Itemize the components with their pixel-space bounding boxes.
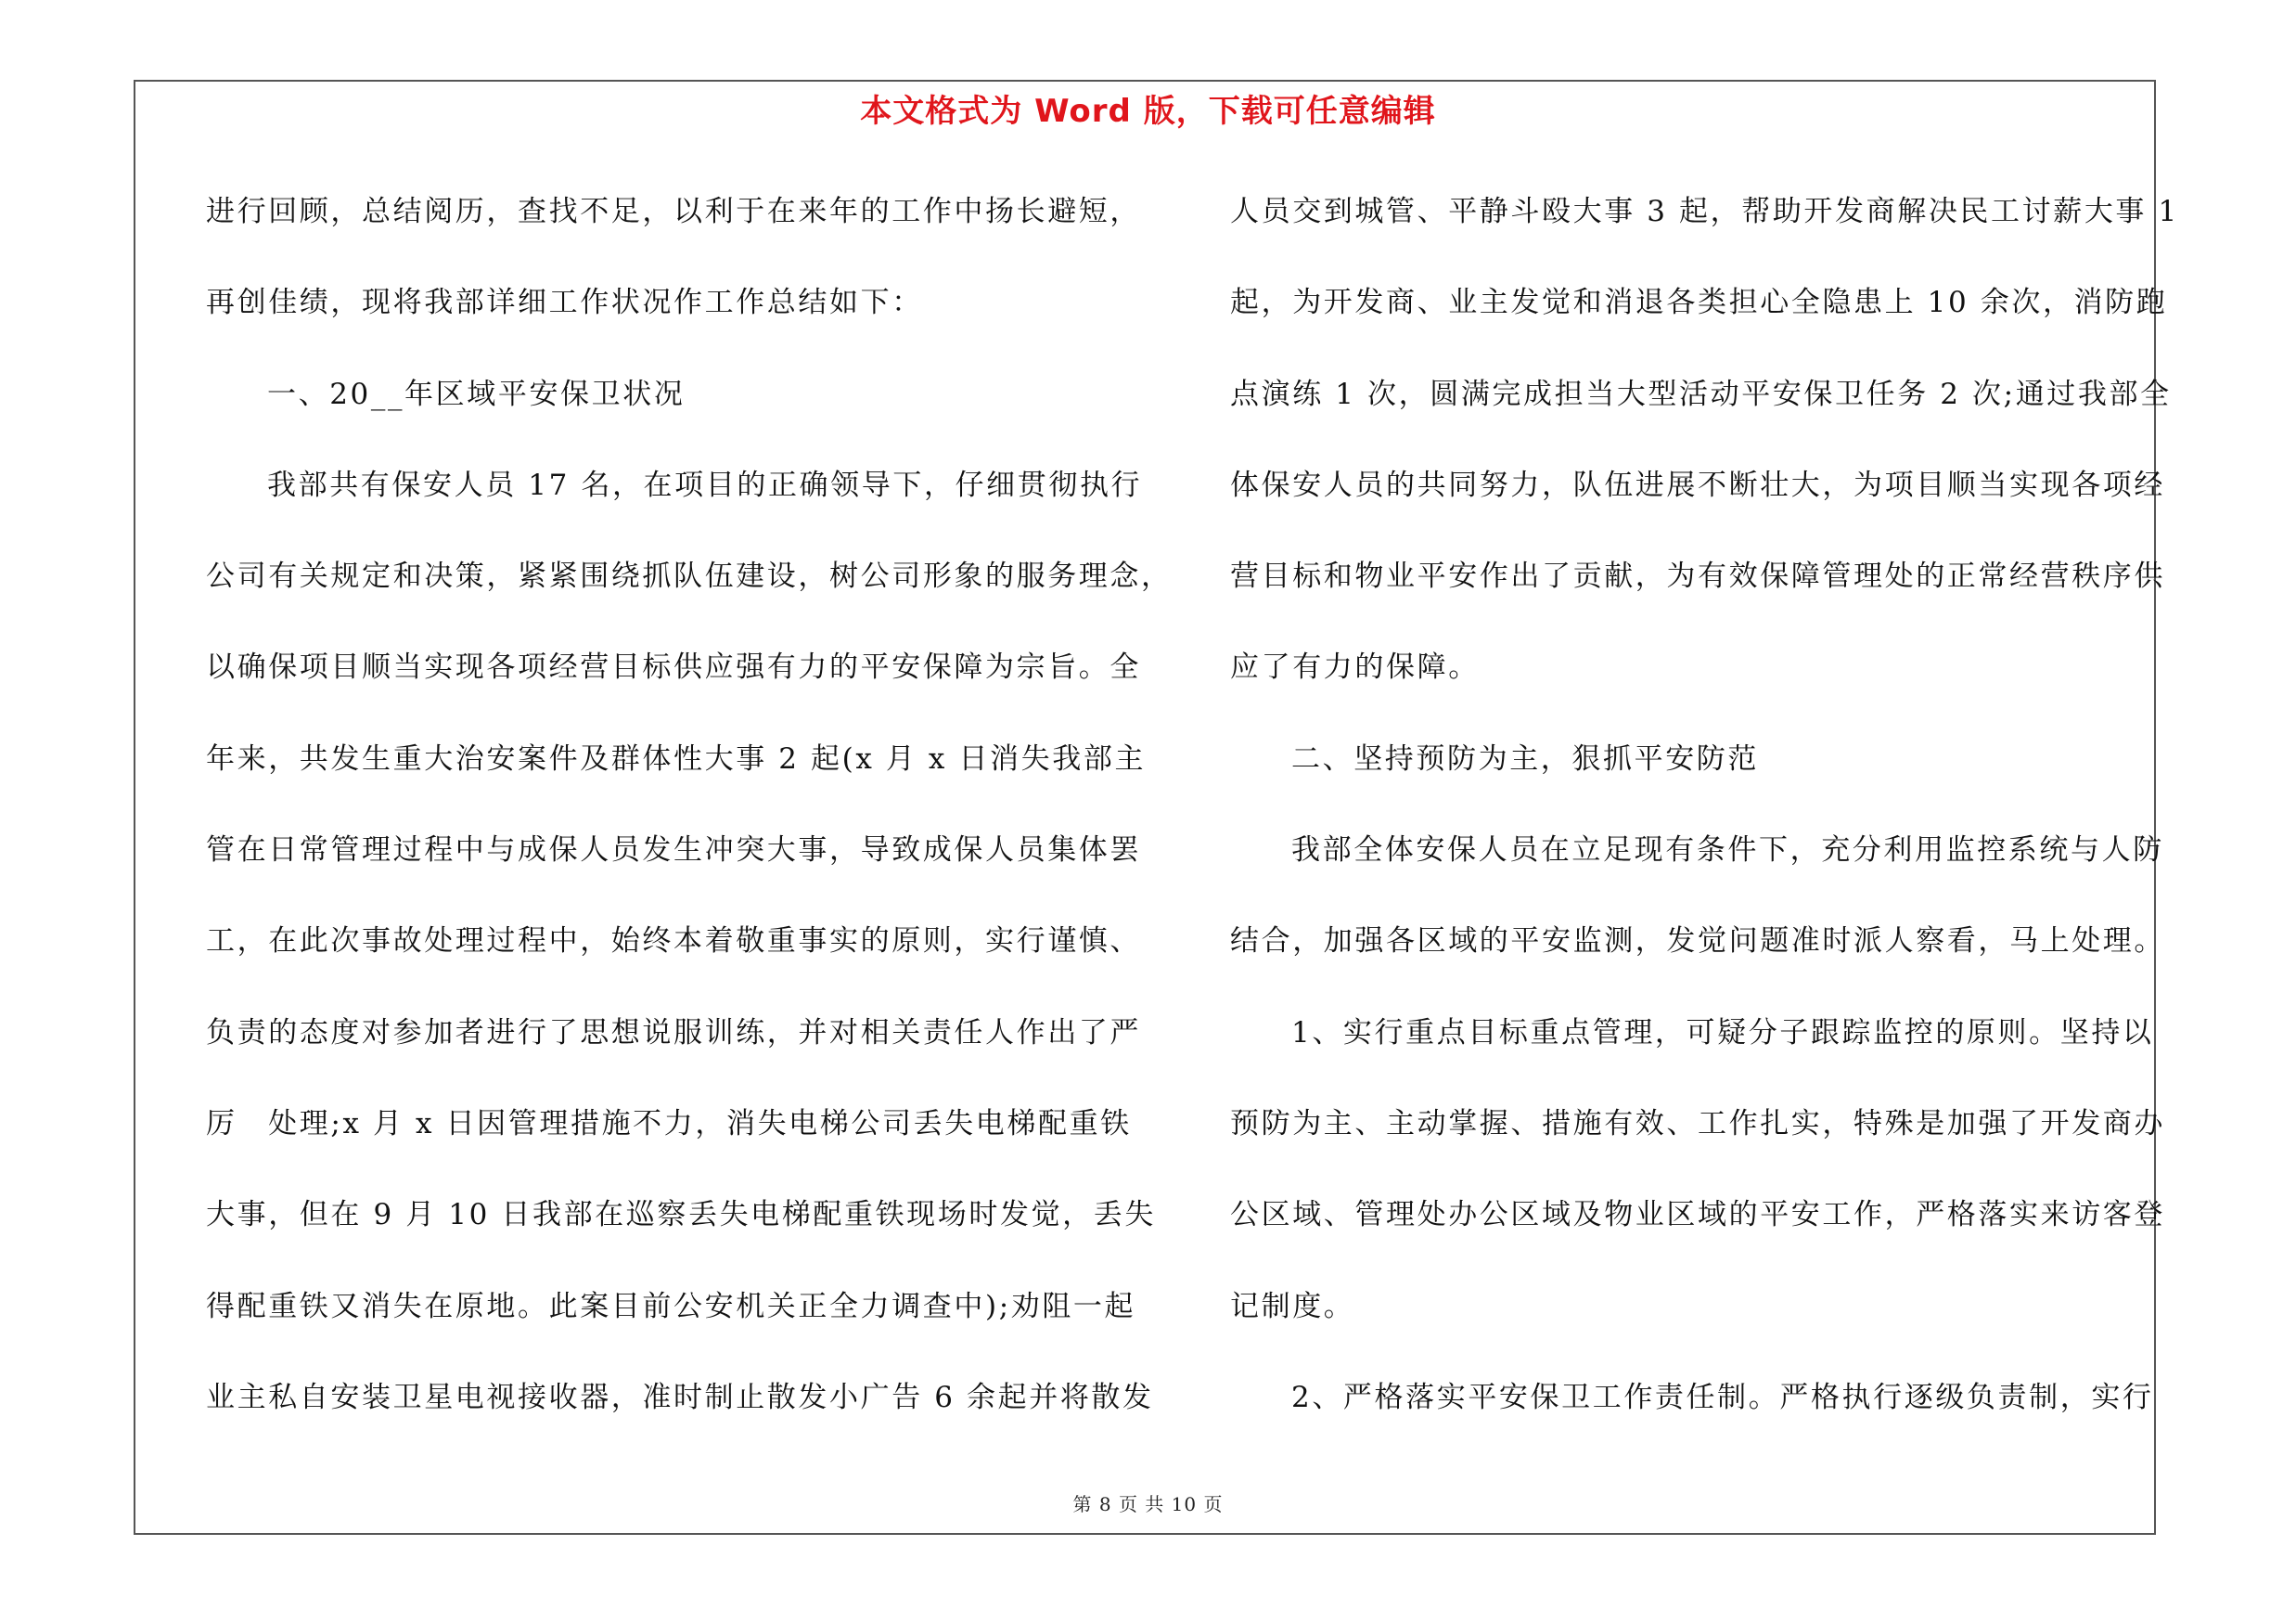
text-line: 人员交到城管、平静斗殴大事 3 起，帮助开发商解决民工讨薪大事 1 — [1230, 195, 2179, 228]
text-line: 记制度。 — [1230, 1289, 1355, 1323]
text-line: 2、严格落实平安保卫工作责任制。严格执行逐级负责制，实行 — [1291, 1380, 2154, 1414]
page-number-footer: 第 8 页 共 10 页 — [1072, 1493, 1224, 1515]
text-line: 以确保项目顺当实现各项经营目标供应强有力的平安保障为宗旨。全 — [206, 650, 1141, 685]
text-line: 我部共有保安人员 17 名，在项目的正确领导下，仔细贯彻执行 — [267, 468, 1143, 502]
text-line: 工，在此次事故处理过程中，始终本着敬重事实的原则，实行谨慎、 — [206, 924, 1141, 959]
text-line: 得配重铁又消失在原地。此案目前公安机关正全力调查中);劝阻一起 — [206, 1289, 1136, 1323]
section-heading: 一、20__年区域平安保卫状况 — [267, 377, 686, 411]
text-line: 公区域、管理处办公区域及物业区域的平安工作，严格落实来访客登 — [1230, 1198, 2165, 1232]
text-line: 起，为开发商、业主发觉和消退各类担心全隐患上 10 余次，消防跑 — [1230, 286, 2168, 320]
text-line: 进行回顾，总结阅历，查找不足，以利于在来年的工作中扬长避短， — [206, 195, 1141, 228]
format-banner: 本文格式为 Word 版，下载可任意编辑 — [860, 93, 1436, 130]
text-line: 大事，但在 9 月 10 日我部在巡察丢失电梯配重铁现场时发觉，丢失 — [206, 1198, 1156, 1232]
text-line: 负责的态度对参加者进行了思想说服训练，并对相关责任人作出了严 — [206, 1015, 1141, 1050]
text-line: 业主私自安装卫星电视接收器，准时制止散发小广告 6 余起并将散发 — [206, 1380, 1154, 1414]
text-line: 年来，共发生重大治安案件及群体性大事 2 起(x 月 x 日消失我部主 — [206, 741, 1147, 776]
text-line: 厉 处理;x 月 x 日因管理措施不力，消失电梯公司丢失电梯配重铁 — [206, 1106, 1132, 1140]
text-line: 营目标和物业平安作出了贡献，为有效保障管理处的正常经营秩序供 — [1230, 560, 2165, 594]
text-line: 公司有关规定和决策，紧紧围绕抓队伍建设，树公司形象的服务理念， — [206, 560, 1173, 594]
text-line: 应了有力的保障。 — [1230, 650, 1480, 685]
section-heading: 二、坚持预防为主，狠抓平安防范 — [1291, 741, 1759, 776]
right-column — [1230, 184, 2195, 1461]
left-column — [206, 184, 1173, 1461]
text-line: 1、实行重点目标重点管理，可疑分子跟踪监控的原则。坚持以 — [1291, 1015, 2154, 1050]
text-line: 体保安人员的共同努力，队伍进展不断壮大，为项目顺当实现各项经 — [1230, 468, 2165, 502]
text-line: 管在日常管理过程中与成保人员发生冲突大事，导致成保人员集体罢 — [206, 833, 1141, 868]
text-line: 预防为主、主动掌握、措施有效、工作扎实，特殊是加强了开发商办 — [1230, 1106, 2165, 1140]
text-line: 结合，加强各区域的平安监测，发觉问题准时派人察看，马上处理。 — [1230, 924, 2165, 959]
text-line: 再创佳绩，现将我部详细工作状况作工作总结如下： — [206, 286, 923, 320]
text-line: 我部全体安保人员在立足现有条件下，充分利用监控系统与人防 — [1291, 833, 2164, 868]
text-line: 点演练 1 次，圆满完成担当大型活动平安保卫任务 2 次;通过我部全 — [1230, 377, 2172, 411]
